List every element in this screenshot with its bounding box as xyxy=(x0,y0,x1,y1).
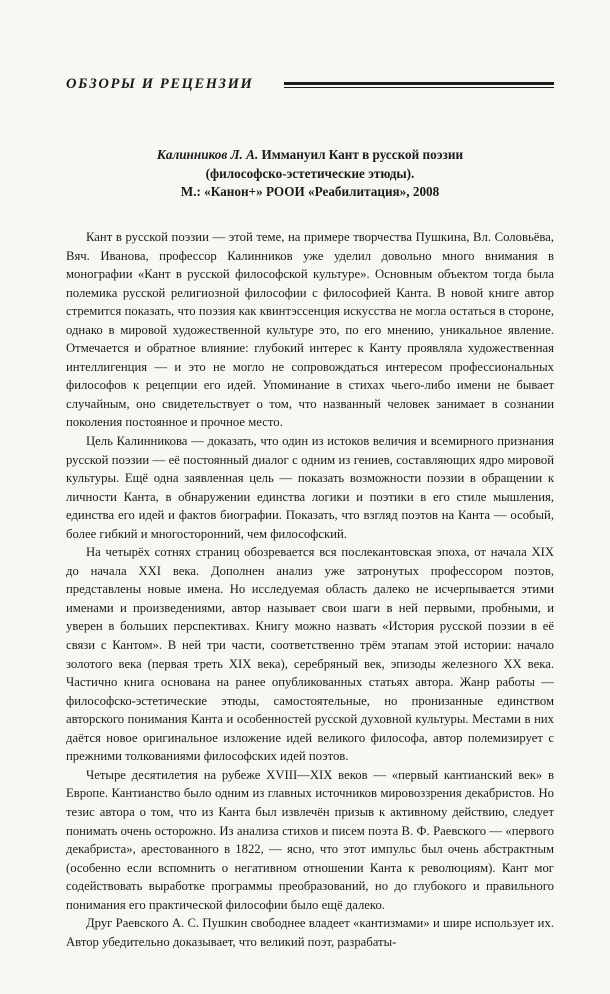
review-subtitle: (философско-эстетические этюды). xyxy=(205,165,415,181)
paragraph: На четырёх сотнях страниц обозревается вся послекантовская эпоха, от начала XIX до начала XXI века. Дополнен анализ уже затронутых профессором поэтов, представлены новые имена. Но исследуемая область далеко не исчерпывается этими именами и произведениями, автор называет свои шаги в ней первыми, пробными, и уверен в больших перспективах. Книгу можно назвать «История русской поэзии в её связи с Кантом». В ней три части, соответственно трём этапам этой истории: начало золотого века (первая треть XIX века), серебряный век, эпизоды железного XX века. Частично книга основана на ранее опубликованных статьях автора. Жанр работы — философско-эстетические этюды, самостоятельные, но пронизанные единством авторского понимания Канта и особенностей русской духовной культуры. Местами в них даётся новое оригинальное изложение идей великого философа, автор полемизирует с прежними толкованиями философских идей поэтов. xyxy=(66,545,554,764)
review-heading xyxy=(66,146,554,202)
header-rule xyxy=(284,82,554,88)
header-rule-thick xyxy=(284,82,554,85)
review-body xyxy=(66,228,554,951)
paragraph: Цель Калинникова — доказать, что один из истоков величия и всемирного признания русской поэзии — её постоянный диалог с одним из гениев, составляющих ядро мировой культуры. Ещё одна заявленная цель — показать возможности поэзии в обращении к личности Канта, в обнаружении единства логики и поэтики в его стиле мышления, единства его идей и фактов биографии. Показать, что взгляд поэтов на Канта — особый, более гибкий и многосторонний, чем философский. xyxy=(66,434,554,541)
paragraph: Четыре десятилетия на рубеже XVIII—XIX веков — «первый кантианский век» в Европе. Кантианство было одним из главных источников мировоззрения декабристов. Но тезис автора о том, что из Канта был извлечён призыв к активному действию, следует понимать очень осторожно. Из анализа стихов и писем поэта В. Ф. Раевского — «первого декабриста», арестованного в 1822, — ясно, что этот импульс был очень абстрактным (особенно если вспомнить о негативном отношении Канта к революциям). Кант мог содействовать выработке программы преобразований, но до глубокого и правильного понимания его практической философии было ещё далеко. xyxy=(66,767,554,912)
paragraph: Кант в русской поэзии — этой теме, на примере творчества Пушкина, Вл. Соловьёва, Вяч. Иванова, профессор Калинников уже уделил довольно много внимания в монографии «Кант в русской философской культуре». Основным объектом тогда была полемика русской религиозной философии с философией Канта. В новой книге автор стремится показать, что поэзия как квинтэссенция искусства не могла остаться в стороне, однако в мировой художественной культуре это, по его мнению, уникальное явление. Отмечается и обратное влияние: глубокий интерес к Канту проявляла художественная интеллигенция — и это не могло не сопровождаться интересом профессиональных философов к рецепции его идей. Упоминание в стихах чьего-либо имени не бывает случайным, оно свидетельствует о том, что названный человек занимает в сознании поколения постоянное и прочное место. xyxy=(66,230,554,430)
review-title: Иммануил Кант в русской поэзии xyxy=(261,147,464,162)
review-author: Калинников Л. А. xyxy=(156,147,259,162)
review-heading-line-1 xyxy=(66,146,554,165)
running-header xyxy=(66,76,554,98)
header-rule-thin xyxy=(284,87,554,88)
paragraph: Друг Раевского А. С. Пушкин свободнее владеет «кантизмами» и шире использует их. Автор убедительно доказывает, что великий поэт, разрабаты- xyxy=(66,916,554,949)
section-title: ОБЗОРЫ И РЕЦЕНЗИИ xyxy=(66,76,254,92)
review-publication-info: М.: «Канон+» РООИ «Реабилитация», 2008 xyxy=(180,184,440,199)
